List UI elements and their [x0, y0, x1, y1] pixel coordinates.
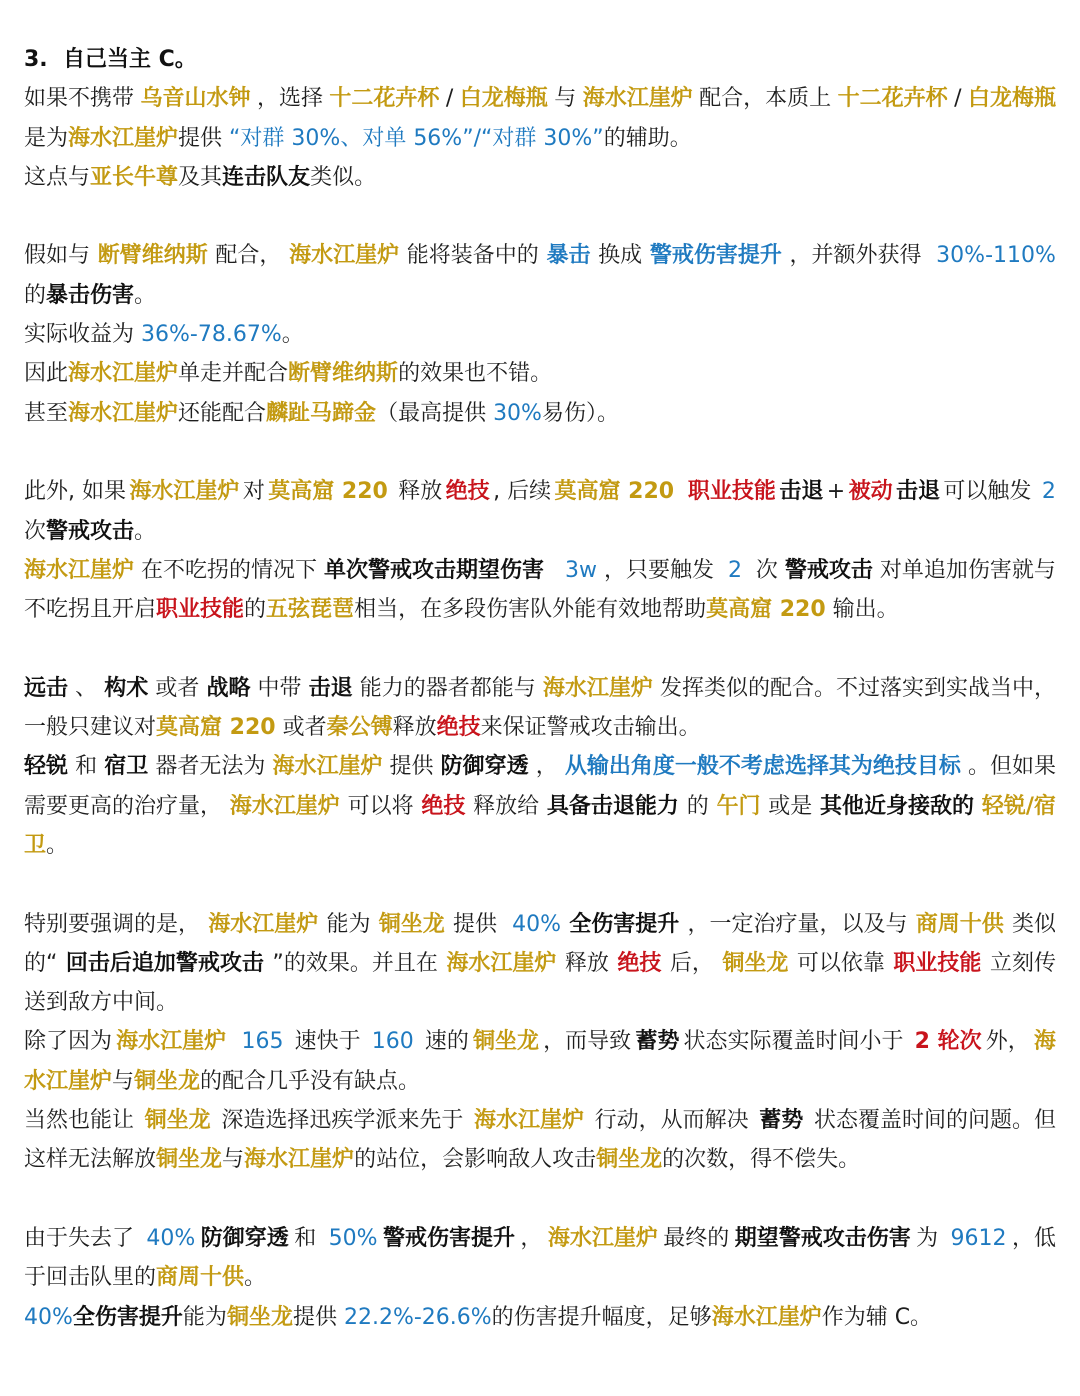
blue-term: 暴击 [546, 243, 591, 269]
text-run: 中带 [257, 675, 302, 701]
text-run: 需要更高的治疗量， [24, 793, 223, 819]
paragraph-gap [24, 865, 1056, 904]
text-run: 为 [916, 1225, 946, 1251]
highlight-term: 断臂维纳斯 [97, 243, 208, 269]
bold-term: 防御穿透 [200, 1225, 289, 1251]
red-term: 绝技 [421, 793, 466, 819]
text-run: 相当，在多段伤害队外能有效地帮助 [354, 597, 707, 623]
text-run: 状态覆盖时间的问题。但 [813, 1108, 1056, 1134]
text-run: 能为 [326, 911, 371, 937]
text-run: 器者无法为 [155, 754, 266, 780]
blue-number: 36%-78.67% [141, 322, 282, 348]
blue-number: 9612 [950, 1225, 1007, 1251]
text-run: 和 [75, 754, 98, 780]
text-run: / [445, 86, 454, 112]
text-run: 因此 [24, 361, 69, 387]
blue-number: 160 [371, 1029, 414, 1055]
text-run: ， [520, 1225, 543, 1251]
highlight-term: 海水江崖炉 [68, 125, 179, 151]
text-run: ，一定治疗量，以及与 [687, 911, 908, 937]
text-line [24, 708, 1056, 747]
blue-number: 22.2%-26.6% [343, 1304, 492, 1330]
text-line [24, 354, 1056, 393]
text-run: 发挥类似的配合。不过落实到实战当中， [659, 675, 1056, 701]
text-run: 如果不携带 [24, 86, 135, 112]
bold-term: 击退 [779, 479, 824, 505]
highlight-term: 海水江崖炉 [446, 950, 557, 976]
text-run [230, 1022, 237, 1061]
text-run: 这样无法解放 [24, 1147, 157, 1173]
bold-term: 击退 [896, 479, 941, 505]
text-run: , 后续 [493, 479, 552, 505]
highlight-term: 海水江崖炉 [582, 86, 693, 112]
bold-term: 警戒攻击 [46, 518, 135, 544]
highlight-term: 海 [1033, 1029, 1056, 1055]
section-heading [24, 40, 1056, 79]
bold-term: 蓄势 [635, 1029, 680, 1055]
text-run: 与 [554, 86, 577, 112]
text-run: 在不吃拐的情况下 [141, 557, 318, 583]
highlight-term: 铜坐龙 [134, 1068, 201, 1094]
text-run: 或者 [155, 675, 200, 701]
blue-number: 30%-110% [936, 243, 1056, 269]
blue-number: 50% [328, 1225, 378, 1251]
highlight-term: 海水江崖炉 [244, 1147, 355, 1173]
highlight-term: 莫高窟 220 [156, 715, 276, 741]
text-line [24, 236, 1056, 275]
text-run: 与 [222, 1147, 245, 1173]
text-line [24, 119, 1056, 158]
blue-number: 40% [512, 911, 562, 937]
text-run: 的次数，得不偿失。 [662, 1147, 861, 1173]
text-line [24, 590, 1056, 629]
bold-term: 防御穿透 [440, 754, 529, 780]
bold-term: 3. 自己当主 C。 [24, 47, 197, 72]
text-run: 配合， [215, 243, 282, 269]
bold-term: 暴击伤害 [46, 282, 135, 308]
text-run: ， [535, 754, 558, 780]
text-run [551, 551, 558, 590]
highlight-term: 水江崖炉 [24, 1068, 113, 1094]
bold-term: 单次警戒攻击期望伤害 [324, 557, 545, 583]
highlight-term: 十二花卉杯 [837, 86, 948, 112]
blue-number: 40% [146, 1225, 196, 1251]
text-line [24, 512, 1056, 551]
bold-term: 期望警戒攻击伤害 [734, 1225, 911, 1251]
bold-term: 战略 [206, 675, 251, 701]
text-line [24, 1298, 1056, 1337]
bold-term: 警戒攻击 [784, 557, 873, 583]
text-run: 及其 [178, 164, 223, 190]
text-run: 对单追加伤害就与 [879, 557, 1056, 583]
text-run: 提供 [292, 1304, 344, 1330]
highlight-term: 铜坐龙 [144, 1108, 211, 1134]
bold-term: 警戒伤害提升 [382, 1225, 515, 1251]
blue-number: 2 [1041, 479, 1056, 505]
text-run: 类似。 [310, 164, 377, 190]
text-run: 深造选择迅疾学派来先于 [221, 1108, 464, 1134]
highlight-term: 莫高窟 220 [706, 597, 826, 623]
highlight-term: 海水江崖炉 [711, 1304, 822, 1330]
text-line [24, 394, 1056, 433]
highlight-term: 莫高窟 220 [554, 479, 675, 505]
text-line [24, 551, 1056, 590]
text-run: 的 [244, 597, 267, 623]
text-run: 假如与 [24, 243, 91, 269]
red-term: 被动 [848, 479, 893, 505]
highlight-term: 铜坐龙 [226, 1304, 293, 1330]
highlight-term: 卫 [24, 832, 47, 858]
text-run: 不吃拐且开启 [24, 597, 157, 623]
text-run: 可以将 [347, 793, 414, 819]
text-line [24, 1101, 1056, 1140]
text-run: ，选择 [256, 86, 323, 112]
text-run: 这点与 [24, 164, 91, 190]
text-run: 能为 [182, 1304, 227, 1330]
text-line [24, 826, 1056, 865]
text-run: 释放 [391, 479, 443, 505]
paragraph-gap [24, 1180, 1056, 1219]
highlight-term: 乌音山水钟 [140, 86, 251, 112]
highlight-term: 铜坐龙 [473, 1029, 540, 1055]
text-run: 状态实际覆盖时间小于 [683, 1029, 911, 1055]
text-run: ，并额外获得 [789, 243, 929, 269]
text-line [24, 905, 1056, 944]
text-run: ，而导致 [543, 1029, 632, 1055]
text-run: ，低 [1011, 1225, 1056, 1251]
text-line [24, 669, 1056, 708]
text-run: 是为 [24, 125, 69, 151]
highlight-term: 秦公镈 [326, 715, 393, 741]
text-run: 后， [669, 950, 714, 976]
text-run: 最终的 [663, 1225, 730, 1251]
text-run: 、 [75, 675, 98, 701]
article-body [24, 40, 1056, 1337]
text-line [24, 1022, 1056, 1061]
blue-number: “对群 30%、对单 56%”/“对群 30%” [229, 125, 604, 151]
highlight-term: 铜坐龙 [722, 950, 789, 976]
bold-term: 远击 [24, 675, 69, 701]
text-run: 行动，从而解决 [594, 1108, 749, 1134]
text-run: 除了因为 [24, 1029, 113, 1055]
bold-term: 全伤害提升 [569, 911, 680, 937]
text-line [24, 158, 1056, 197]
text-run: 来保证警戒攻击输出。 [480, 715, 701, 741]
highlight-term: 莫高窟 220 [268, 479, 388, 505]
highlight-term: 海水江崖炉 [24, 557, 135, 583]
text-run [677, 472, 684, 511]
highlight-term: 海水江崖炉 [68, 400, 179, 426]
paragraph-gap [24, 197, 1056, 236]
text-run: 立刻传 [989, 950, 1056, 976]
highlight-term: 铜坐龙 [156, 1147, 223, 1173]
highlight-term: 白龙梅瓶 [967, 86, 1056, 112]
text-run: 的 [686, 793, 709, 819]
text-run: 提供 [452, 911, 504, 937]
text-line [24, 1140, 1056, 1179]
text-run: 由于失去了 [24, 1225, 141, 1251]
highlight-term: 商周十供 [156, 1265, 245, 1291]
highlight-term: 海水江崖炉 [229, 793, 340, 819]
text-run: 的伤害提升幅度，足够 [491, 1304, 712, 1330]
text-run: 送到敌方中间。 [24, 990, 179, 1016]
highlight-term: 铜坐龙 [596, 1147, 663, 1173]
text-run: 能将装备中的 [406, 243, 539, 269]
red-term: 绝技 [436, 715, 481, 741]
text-run: 。 [244, 1265, 267, 1291]
text-run: + [826, 479, 846, 505]
bold-term: 构术 [104, 675, 149, 701]
blue-number: 40% [24, 1304, 73, 1330]
text-run: 。但如果 [967, 754, 1056, 780]
text-run: 还能配合 [178, 400, 267, 426]
text-run: 释放给 [473, 793, 540, 819]
highlight-term: 海水江崖炉 [473, 1108, 584, 1134]
bold-term: 宿卫 [104, 754, 149, 780]
bold-term: 其他近身接敌的 [820, 793, 975, 819]
text-line [24, 79, 1056, 118]
blue-number: 3w [564, 557, 597, 583]
text-run: 外， [985, 1029, 1030, 1055]
text-run: 与 [112, 1068, 135, 1094]
paragraph-gap [24, 629, 1056, 668]
bold-term: 具备击退能力 [546, 793, 679, 819]
bold-term: 轻锐 [24, 754, 69, 780]
blue-term: 从输出角度一般不考虑选择其为绝技目标 [564, 754, 961, 780]
text-run: 易伤）。 [541, 400, 619, 426]
highlight-term: 海水江崖炉 [289, 243, 400, 269]
text-run: 提供 [178, 125, 230, 151]
highlight-term: 轻锐/宿 [981, 793, 1056, 819]
text-line [24, 1219, 1056, 1258]
text-run: 释放 [564, 950, 609, 976]
bold-term: 连击队友 [222, 164, 311, 190]
bold-term: 回击后追加警戒攻击 [65, 950, 264, 976]
text-line [24, 944, 1056, 983]
highlight-term: 十二花卉杯 [329, 86, 440, 112]
highlight-term: 五弦琵琶 [266, 597, 355, 623]
highlight-term: 海水江崖炉 [116, 1029, 227, 1055]
text-run: 提供 [389, 754, 434, 780]
text-run: 一般只建议对 [24, 715, 157, 741]
text-run: 可以触发 [943, 479, 1039, 505]
blue-number: 165 [241, 1029, 284, 1055]
text-run: 的效果也不错。 [398, 361, 553, 387]
highlight-term: 铜坐龙 [378, 911, 445, 937]
text-line [24, 276, 1056, 315]
text-run: ”的效果。并且在 [272, 950, 438, 976]
paragraph-gap [24, 433, 1056, 472]
text-run: 释放 [392, 715, 437, 741]
text-line [24, 1062, 1056, 1101]
highlight-term: 海水江崖炉 [542, 675, 653, 701]
text-run: 。 [134, 518, 157, 544]
text-run: 换成 [598, 243, 643, 269]
text-run: 此外, 如果 [24, 479, 126, 505]
text-run: 次 [748, 557, 778, 583]
text-run: 特别要强调的是， [24, 911, 201, 937]
highlight-term: 白龙梅瓶 [459, 86, 548, 112]
highlight-term: 亚长牛尊 [90, 164, 179, 190]
text-line [24, 1258, 1056, 1297]
text-run: 作为辅 C。 [821, 1304, 933, 1330]
text-run: 。 [134, 282, 157, 308]
text-run: 速的 [417, 1029, 469, 1055]
text-run: 配合，本质上 [699, 86, 832, 112]
text-run: 或是 [768, 793, 813, 819]
text-run: （最高提供 [376, 400, 494, 426]
red-term: 职业技能 [893, 950, 982, 976]
text-run: 能力的器者都能与 [359, 675, 536, 701]
blue-number: 30% [493, 400, 542, 426]
bold-term: 蓄势 [759, 1108, 804, 1134]
highlight-term: 海水江崖炉 [272, 754, 383, 780]
highlight-term: 麟趾马蹄金 [266, 400, 377, 426]
highlight-term: 海水江崖炉 [547, 1225, 658, 1251]
text-run: 类似 [1011, 911, 1056, 937]
text-run: 单走并配合 [178, 361, 289, 387]
red-term: 绝技 [617, 950, 662, 976]
text-run: 。 [281, 322, 304, 348]
text-line [24, 983, 1056, 1022]
red-term: 2 轮次 [914, 1029, 982, 1055]
text-run: / [954, 86, 962, 112]
text-line [24, 315, 1056, 354]
text-run: 的站位，会影响敌人攻击 [354, 1147, 597, 1173]
text-line [24, 472, 1056, 511]
text-run: 输出。 [825, 597, 899, 623]
text-run: 甚至 [24, 400, 69, 426]
text-run: 的“ [24, 950, 58, 976]
text-run: 速快于 [287, 1029, 368, 1055]
text-line [24, 787, 1056, 826]
text-run: 次 [24, 518, 47, 544]
blue-term: 警戒伤害提升 [649, 243, 782, 269]
text-run: 于回击队里的 [24, 1265, 157, 1291]
text-run: 可以依靠 [796, 950, 885, 976]
highlight-term: 海水江崖炉 [129, 479, 240, 505]
bold-term: 击退 [308, 675, 353, 701]
highlight-term: 海水江崖炉 [208, 911, 319, 937]
blue-number: 2 [727, 557, 742, 583]
red-term: 职业技能 [156, 597, 245, 623]
text-run: 和 [294, 1225, 324, 1251]
text-run: 对 [242, 479, 265, 505]
red-term: 绝技 [445, 479, 490, 505]
highlight-term: 海水江崖炉 [68, 361, 179, 387]
text-run: 的 [24, 282, 47, 308]
highlight-term: 断臂维纳斯 [288, 361, 399, 387]
red-term: 职业技能 [687, 479, 776, 505]
text-run: 的配合几乎没有缺点。 [200, 1068, 421, 1094]
text-line [24, 747, 1056, 786]
text-run: 。 [46, 832, 69, 858]
text-run: 的辅助。 [603, 125, 692, 151]
bold-term: 全伤害提升 [72, 1304, 183, 1330]
text-run: 实际收益为 [24, 322, 141, 348]
highlight-term: 午门 [716, 793, 761, 819]
highlight-term: 商周十供 [915, 911, 1004, 937]
text-run: 当然也能让 [24, 1108, 135, 1134]
text-run: ，只要触发 [603, 557, 721, 583]
text-run: 或者 [275, 715, 327, 741]
